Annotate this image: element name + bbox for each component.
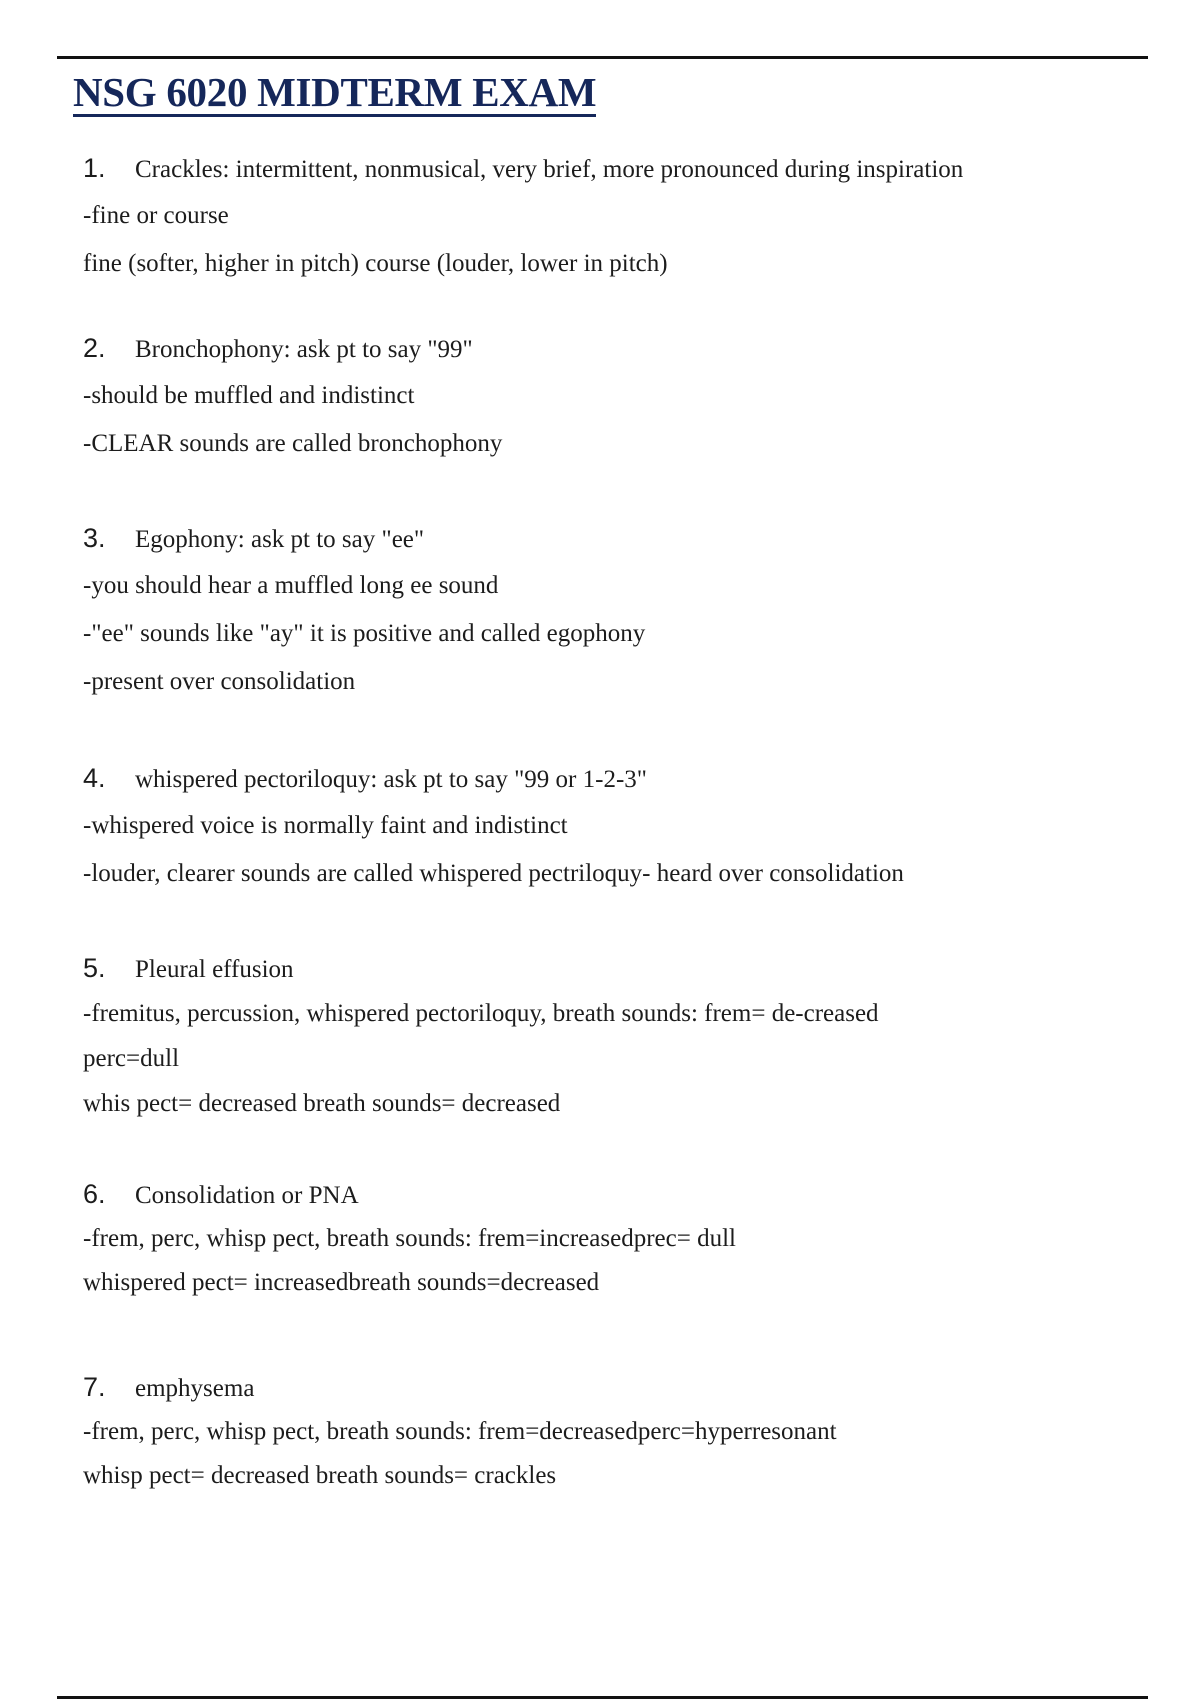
item-line: fine (softer, higher in pitch) course (louder, lower in pitch) (83, 250, 668, 277)
item-number: 5. (83, 953, 106, 983)
item-line: perc=dull (83, 1045, 180, 1072)
list-item-3 (83, 514, 1143, 706)
item-heading-text: Egophony: ask pt to say "ee" (135, 526, 425, 553)
item-heading-text: Consolidation or PNA (135, 1182, 359, 1209)
item-number: 4. (83, 763, 106, 793)
item-line: whis pect= decreased breath sounds= decreased (83, 1090, 561, 1117)
item-heading (83, 946, 1143, 991)
item-number: 2. (83, 333, 106, 363)
list-item-4 (83, 754, 1143, 898)
item-number: 7. (83, 1372, 106, 1402)
item-number: 3. (83, 523, 106, 553)
item-line: -present over consolidation (83, 668, 356, 695)
item-heading (83, 1172, 1143, 1217)
page-title: NSG 6020 MIDTERM EXAM (73, 69, 597, 115)
item-heading-text: Bronchophony: ask pt to say "99" (135, 336, 473, 363)
item-heading (83, 1365, 1143, 1410)
item-line: -fremitus, percussion, whispered pectoriloquy, breath sounds: frem= de-creased (83, 1000, 879, 1027)
item-line: -fine or course (83, 202, 229, 229)
item-heading-text: whispered pectoriloquy: ask pt to say "99 or 1-2-3" (135, 766, 647, 793)
item-line: -louder, clearer sounds are called whispered pectriloquy- heard over consolidation (83, 860, 904, 887)
item-number: 1. (83, 153, 106, 183)
list-item-2 (83, 324, 1143, 468)
item-line: -should be muffled and indistinct (83, 382, 415, 409)
item-heading-text: Pleural effusion (135, 956, 294, 983)
item-line: -"ee" sounds like "ay" it is positive and called egophony (83, 620, 646, 647)
item-line: -you should hear a muffled long ee sound (83, 572, 499, 599)
item-line: -frem, perc, whisp pect, breath sounds: frem=increasedprec= dull (83, 1225, 736, 1252)
list-item-7 (83, 1365, 1143, 1498)
item-number: 6. (83, 1179, 106, 1209)
list-item-1 (83, 144, 1143, 288)
top-rule (57, 56, 1148, 59)
item-line: whisp pect= decreased breath sounds= crackles (83, 1462, 557, 1489)
item-line: whispered pect= increasedbreath sounds=decreased (83, 1269, 600, 1296)
item-heading (83, 324, 1143, 372)
item-line: -CLEAR sounds are called bronchophony (83, 430, 503, 457)
item-line: -whispered voice is normally faint and indistinct (83, 812, 568, 839)
item-line: -frem, perc, whisp pect, breath sounds: frem=decreasedperc=hyperresonant (83, 1418, 837, 1445)
list-item-6 (83, 1172, 1143, 1305)
item-heading (83, 754, 1143, 802)
item-heading (83, 144, 1143, 192)
item-heading-text: Crackles: intermittent, nonmusical, very brief, more pronounced during inspiration (135, 156, 964, 183)
item-heading (83, 514, 1143, 562)
bottom-rule (57, 1696, 1148, 1699)
item-heading-text: emphysema (135, 1375, 255, 1402)
list-item-5 (83, 946, 1143, 1126)
